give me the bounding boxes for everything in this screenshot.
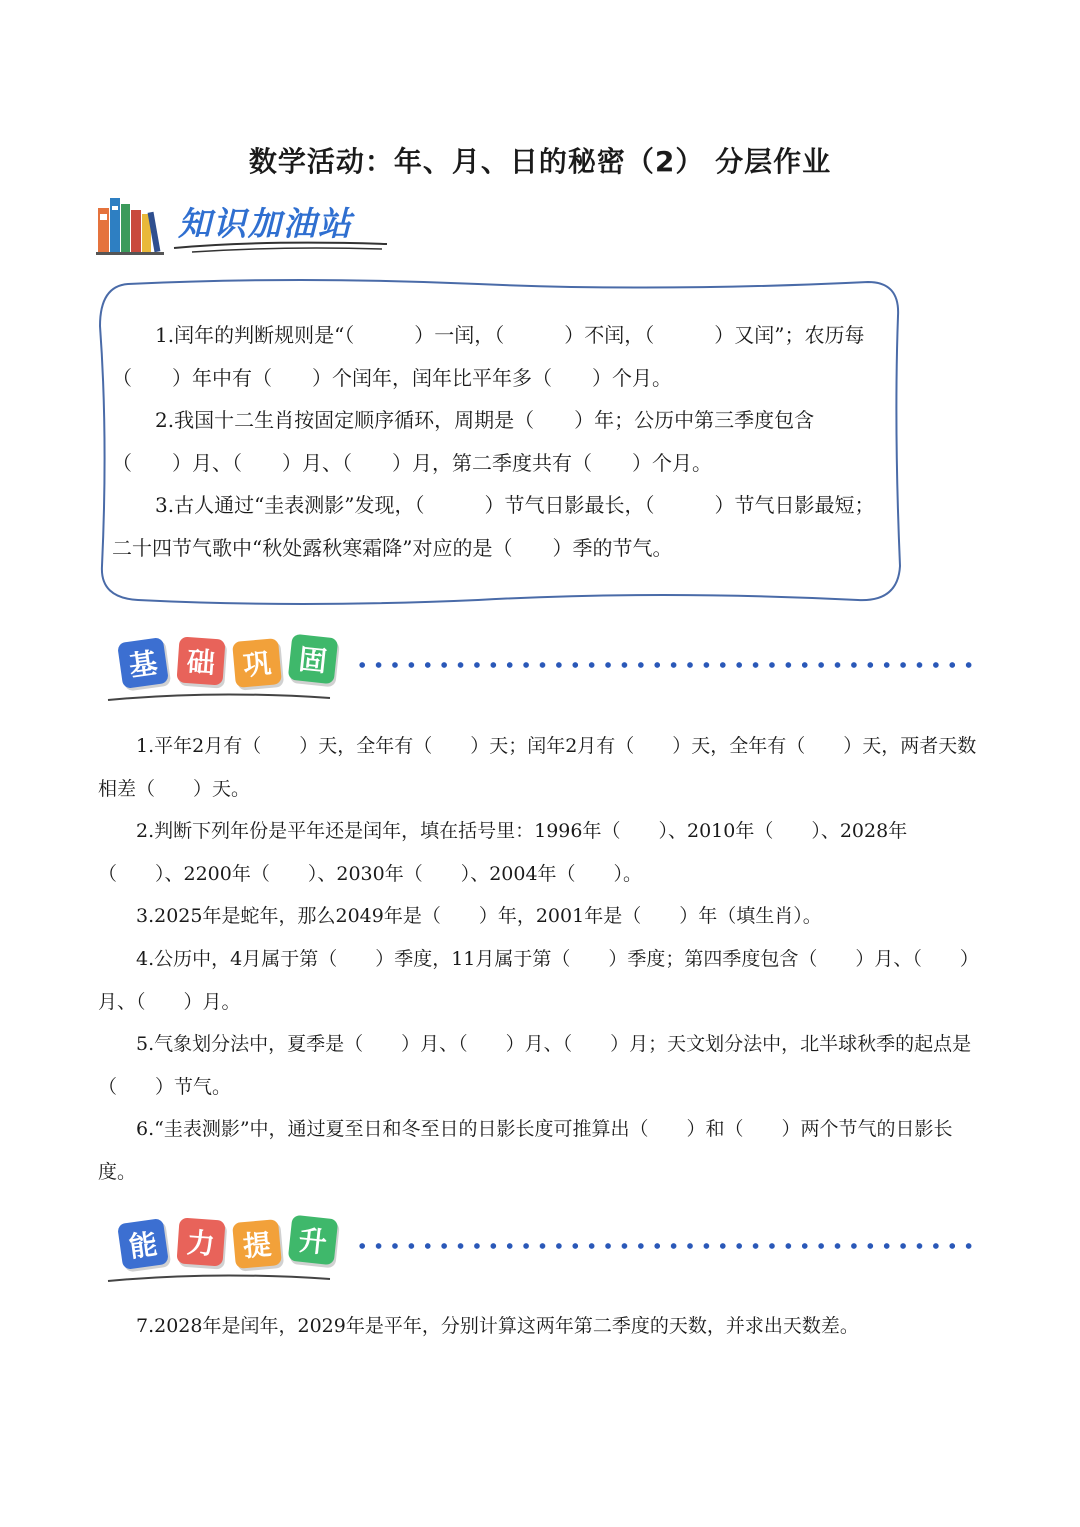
- advanced-section-header: [104, 1213, 974, 1303]
- books-icon: [96, 194, 166, 256]
- page-title: 数学活动：年、月、日的秘密（2） 分层作业: [248, 145, 832, 178]
- advanced-questions: [98, 1305, 978, 1348]
- knowledge-item: 3.古人通过“圭表测影”发现，（ ）节气日影最长，（ ）节气日影最短；二十四节气歌中“秋处露秋寒霜降”对应的是（ ）季的节气。: [112, 493, 875, 560]
- knowledge-content: [112, 314, 882, 569]
- dotted-divider: [354, 661, 974, 669]
- advanced-tile-1: 能: [117, 1218, 169, 1270]
- basic-tile-1: 基: [117, 637, 169, 689]
- basic-tile-2: 础: [176, 636, 225, 685]
- underline-stroke: [172, 238, 392, 254]
- question-item: 2.判断下列年份是平年还是闰年，填在括号里：1996年（ ）、2010年（ ）、2028年（ ）、2200年（ ）、2030年（ ）、2004年（ ）。: [98, 820, 908, 885]
- knowledge-item: 2.我国十二生肖按固定顺序循环，周期是（ ）年；公历中第三季度包含（ ）月、（ ）月、（ ）月，第二季度共有（ ）个月。: [112, 408, 815, 475]
- dotted-divider: [354, 1242, 974, 1250]
- header-swoosh: [104, 688, 334, 708]
- question-item: 7.2028年是闰年，2029年是平年，分别计算这两年第二季度的天数，并求出天数差。: [136, 1315, 859, 1337]
- basic-section-header: [104, 632, 974, 722]
- knowledge-section-title: 知识加油站: [178, 204, 353, 243]
- basic-tile-3: 巩: [232, 638, 282, 688]
- question-item: 4.公历中，4月属于第（ ）季度，11月属于第（ ）季度；第四季度包含（ ）月、（ ）月、（ ）月。: [98, 947, 970, 1013]
- knowledge-section-header: [96, 192, 396, 262]
- header-swoosh: [104, 1269, 334, 1289]
- question-item: 6.“圭表测影”中，通过夏至日和冬至日的日影长度可推算出（ ）和（ ）两个节气的日影长度。: [98, 1118, 953, 1183]
- question-item: 1.平年2月有（ ）天，全年有（ ）天；闰年2月有（ ）天，全年有（ ）天，两者天数相差（ ）天。: [98, 735, 977, 800]
- basic-tile-4: 固: [288, 634, 339, 685]
- advanced-tile-3: 提: [232, 1219, 282, 1269]
- question-item: 5.气象划分法中，夏季是（ ）月、（ ）月、（ ）月；天文划分法中，北半球秋季的起点是（ ）节气。: [98, 1033, 972, 1098]
- basic-questions: [98, 725, 978, 1194]
- advanced-tile-4: 升: [288, 1215, 339, 1266]
- question-item: 3.2025年是蛇年，那么2049年是（ ）年，2001年是（ ）年（填生肖）。: [136, 905, 822, 928]
- advanced-tile-2: 力: [176, 1217, 225, 1266]
- knowledge-item: 1.闰年的判断规则是“（ ）一闰，（ ）不闰，（ ）又闰”；农历每（ ）年中有（ ）个闰年，闰年比平年多（ ）个月。: [112, 323, 865, 390]
